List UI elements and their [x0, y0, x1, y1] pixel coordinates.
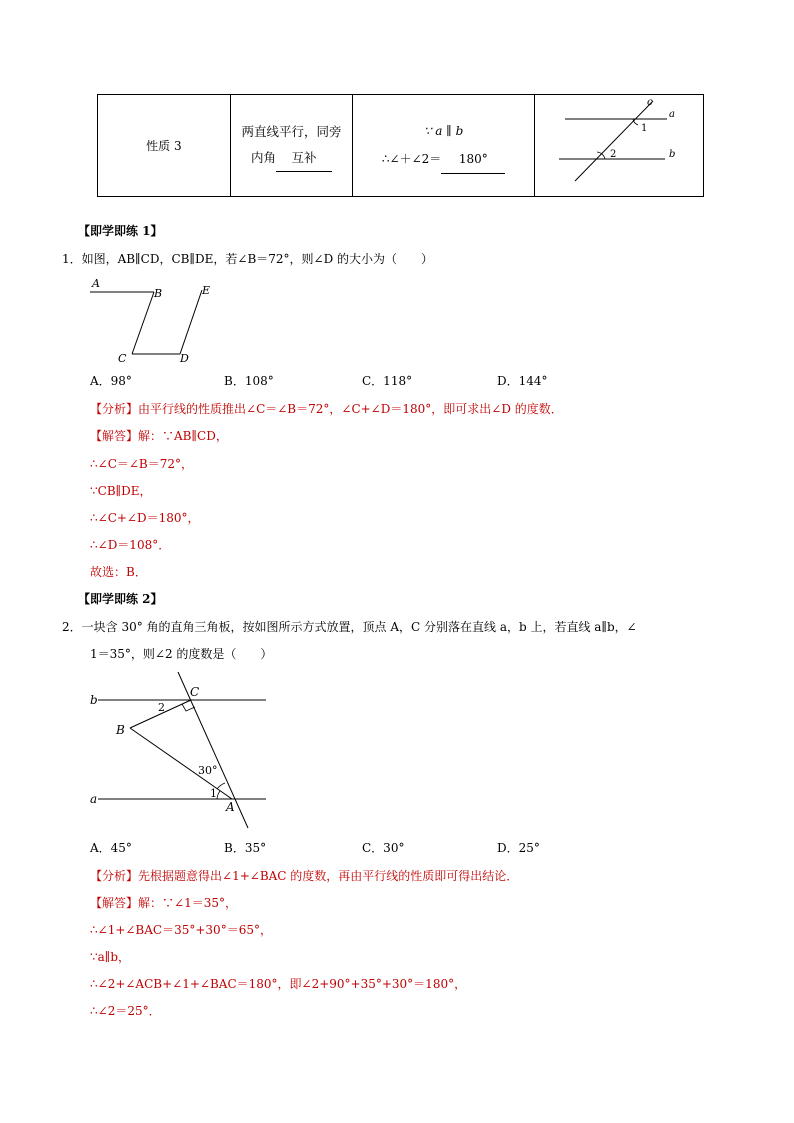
s1-option-a: A．98°: [90, 374, 132, 388]
s1-analysis-text: 由平行线的性质推出∠C＝∠B＝72°，∠C+∠D＝180°，即可求出∠D 的度数．: [138, 402, 563, 416]
s1-step-4: ∴∠D＝108°．: [90, 538, 171, 552]
property-table: [97, 94, 704, 197]
segment-de: [180, 290, 202, 354]
statement-line-1: 两直线平行，同旁: [241, 124, 342, 139]
s1-solution-tag: 【解答】: [90, 429, 139, 443]
s1-solution-first: 解：∵AB∥CD，: [138, 429, 228, 443]
s1-analysis: [90, 399, 563, 419]
angle-30-label: 30°: [198, 764, 218, 777]
point-d-label: D: [180, 352, 189, 365]
s1-step-2: ∵CB∥DE，: [90, 484, 152, 498]
point-a-label: A: [92, 277, 100, 290]
label-2: 2: [610, 149, 617, 160]
s1-analysis-tag: 【分析】: [90, 402, 139, 416]
parallel-lines-figure: [535, 95, 701, 193]
segment-bc: [132, 292, 154, 354]
s1-solution: [90, 426, 228, 446]
line-b-label: b: [90, 693, 98, 707]
angle-1-arc: [217, 791, 220, 799]
s2-solution-first: 解：∵∠1＝35°，: [138, 896, 237, 910]
section2-figure: [86, 670, 276, 830]
s2-analysis: [90, 866, 518, 886]
s2-analysis-text: 先根据题意得出∠1+∠BAC 的度数，再由平行线的性质即可得出结论．: [138, 869, 519, 883]
proof-given: ∵ a ∥ b: [423, 124, 464, 138]
s1-option-c: C．118°: [362, 374, 413, 388]
label-c: c: [647, 97, 653, 108]
line-c: [575, 101, 653, 181]
proof-blank: 180°: [441, 145, 505, 174]
s2-step-3: ∴∠2+∠ACB+∠1+∠BAC＝180°，即∠2+90°+35°+30°＝180°，: [90, 977, 467, 991]
s2-option-a: A．45°: [90, 841, 132, 855]
property-figure-cell: [535, 95, 704, 197]
point-c-label: C: [190, 685, 200, 699]
point-b-label: B: [154, 287, 163, 300]
s2-step-2: ∵a∥b，: [90, 950, 131, 964]
s1-option-b: B．108°: [224, 374, 274, 388]
statement-prefix: 内角: [250, 150, 276, 165]
s2-step-1: ∴∠1+∠BAC＝35°+30°＝65°，: [90, 923, 272, 937]
statement-blank: 互补: [276, 145, 332, 172]
s2-analysis-tag: 【分析】: [90, 869, 139, 883]
angle-1-arc: [633, 119, 638, 125]
proof-conclusion: [353, 145, 534, 174]
property-name: 性质 3: [146, 139, 182, 153]
point-c-label: C: [118, 352, 127, 365]
point-e-label: E: [202, 284, 211, 297]
section1-question: 1．如图，AB∥CD，CB∥DE，若∠B＝72°，则∠D 的大小为（ ）: [62, 252, 434, 266]
s2-option-c: C．30°: [362, 841, 405, 855]
angle-2-label: 2: [158, 701, 165, 714]
point-b-label: B: [116, 723, 125, 737]
s2-step-4: ∴∠2＝25°．: [90, 1004, 161, 1018]
property-proof-cell: [353, 95, 535, 197]
point-a-label: A: [226, 800, 235, 814]
transversal-ca: [178, 672, 248, 828]
s2-solution-tag: 【解答】: [90, 896, 139, 910]
label-a: a: [669, 109, 675, 120]
property-name-cell: [98, 95, 231, 197]
s1-step-1: ∴∠C＝∠B＝72°，: [90, 457, 194, 471]
property-statement-cell: [230, 95, 352, 197]
angle-1-label: 1: [210, 787, 217, 800]
s2-option-d: D．25°: [497, 841, 540, 855]
statement-line-2: [231, 145, 352, 172]
line-a-label: a: [90, 792, 98, 806]
label-b: b: [669, 149, 676, 160]
section2-question-line1: 2．一块含 30° 角的直角三角板，按如图所示方式放置，顶点 A，C 分别落在直线 a，b 上，若直线 a∥b，∠: [62, 620, 637, 634]
s1-step-3: ∴∠C+∠D＝180°，: [90, 511, 200, 525]
angle-2-arc: [597, 152, 605, 159]
proof-prefix: ∴∠＋∠2＝: [381, 152, 442, 166]
s1-answer: 故选：B．: [90, 565, 147, 579]
section2-question-line2: 1＝35°，则∠2 的度数是（ ）: [90, 647, 273, 661]
label-1: 1: [641, 123, 648, 134]
s1-option-d: D．144°: [497, 374, 548, 388]
s2-option-b: B．35°: [224, 841, 267, 855]
section1-heading: 【即学即练 1】: [78, 224, 163, 238]
section2-heading: 【即学即练 2】: [78, 592, 163, 606]
angle-30-arc: [217, 783, 225, 789]
s2-solution: [90, 893, 237, 913]
section1-figure: [88, 276, 218, 366]
